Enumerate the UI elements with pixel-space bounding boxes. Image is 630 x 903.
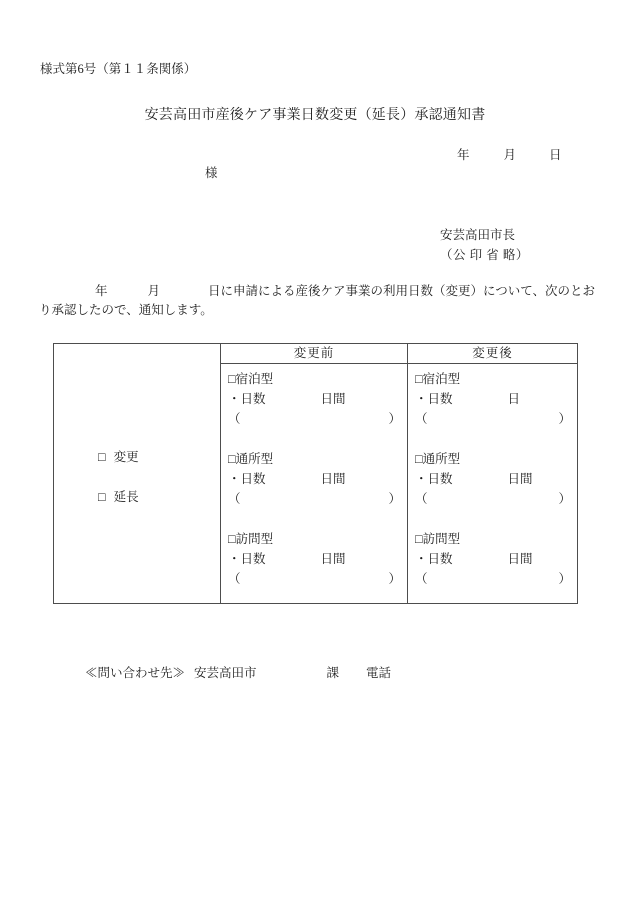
after-overnight-type xyxy=(415,369,571,389)
contact-city: 安芸高田市 xyxy=(194,666,257,680)
date-year-label: 年 xyxy=(457,148,470,162)
checkbox-icon: □ xyxy=(228,452,236,466)
before-overnight-type xyxy=(228,369,401,389)
before-visit-days xyxy=(228,549,401,569)
after-overnight-days xyxy=(415,389,571,409)
addressee-suffix: 様 xyxy=(205,166,218,180)
type-label: 通所型 xyxy=(235,452,274,466)
type-label: 通所型 xyxy=(422,452,461,466)
body-paragraph-line1 xyxy=(95,284,595,299)
days-unit: 日間 xyxy=(507,552,533,566)
contact-label: ≪問い合わせ先≫ xyxy=(85,666,186,680)
checkbox-icon: □ xyxy=(415,452,423,466)
before-header: 変更前 xyxy=(221,344,407,364)
application-month-label: 月 xyxy=(147,284,161,298)
paren-close: ） xyxy=(558,412,571,426)
type-label: 宿泊型 xyxy=(235,372,274,386)
after-cell xyxy=(408,364,577,589)
paren-open: （ xyxy=(228,412,241,426)
before-visit-type xyxy=(228,529,401,549)
paren-open: （ xyxy=(228,572,241,586)
option-extend xyxy=(98,487,139,505)
option-change xyxy=(98,447,139,465)
before-cell xyxy=(221,364,407,589)
after-visit-days xyxy=(415,549,571,569)
issue-date-line xyxy=(457,148,562,163)
checkbox-icon: □ xyxy=(415,532,423,546)
before-overnight-note xyxy=(228,409,401,429)
paren-close: ） xyxy=(388,572,401,586)
after-overnight-note xyxy=(415,409,571,429)
date-day-label: 日 xyxy=(549,148,562,162)
type-label: 宿泊型 xyxy=(422,372,461,386)
days-label: ・日数 xyxy=(228,392,266,406)
type-label: 訪問型 xyxy=(422,532,461,546)
form-number: 様式第6号（第１１条関係） xyxy=(40,62,197,76)
paragraph-text: 日に申請による産後ケア事業の利用日数（変更）について、次のとお xyxy=(208,284,596,298)
before-column xyxy=(221,344,408,603)
days-label: ・日数 xyxy=(228,472,266,486)
days-unit: 日間 xyxy=(320,392,346,406)
paren-close: ） xyxy=(558,492,571,506)
after-header: 変更後 xyxy=(408,344,577,364)
sender-block xyxy=(440,225,529,265)
paren-open: （ xyxy=(415,572,428,586)
after-daycare-note xyxy=(415,489,571,509)
after-visit-note xyxy=(415,569,571,589)
document-title: 安芸高田市産後ケア事業日数変更（延長）承認通知書 xyxy=(144,108,486,123)
paren-open: （ xyxy=(415,412,428,426)
sender-name: 安芸高田市長 xyxy=(440,228,516,242)
days-label: ・日数 xyxy=(228,552,266,566)
option-column xyxy=(54,344,221,603)
before-overnight-days xyxy=(228,389,401,409)
paren-open: （ xyxy=(415,492,428,506)
days-unit: 日間 xyxy=(507,472,533,486)
paren-close: ） xyxy=(388,492,401,506)
days-label: ・日数 xyxy=(415,392,453,406)
days-unit: 日間 xyxy=(320,552,346,566)
type-label: 訪問型 xyxy=(235,532,274,546)
option-change-label: 変更 xyxy=(113,450,139,464)
before-daycare-days xyxy=(228,469,401,489)
paren-close: ） xyxy=(558,572,571,586)
checkbox-icon: □ xyxy=(415,372,423,386)
checkbox-icon: □ xyxy=(228,532,236,546)
before-visit-note xyxy=(228,569,401,589)
contact-division-label: 課 xyxy=(326,666,340,680)
checkbox-icon: □ xyxy=(228,372,236,386)
date-month-label: 月 xyxy=(503,148,517,162)
after-column xyxy=(408,344,577,603)
paren-open: （ xyxy=(228,492,241,506)
after-visit-type xyxy=(415,529,571,549)
before-daycare-note xyxy=(228,489,401,509)
days-label: ・日数 xyxy=(415,552,453,566)
seal-omitted-note: （公 印 省 略） xyxy=(440,248,529,262)
days-unit: 日間 xyxy=(320,472,346,486)
checkbox-icon: □ xyxy=(98,450,106,464)
after-daycare-days xyxy=(415,469,571,489)
after-daycare-type xyxy=(415,449,571,469)
paren-close: ） xyxy=(388,412,401,426)
contact-phone-label: 電話 xyxy=(366,666,392,680)
contact-footer xyxy=(85,666,391,681)
option-extend-label: 延長 xyxy=(113,490,139,504)
days-change-table xyxy=(53,343,578,604)
application-year-label: 年 xyxy=(95,284,108,298)
days-unit: 日 xyxy=(507,392,521,406)
body-paragraph-line2: り承認したので、通知します。 xyxy=(39,303,213,317)
before-daycare-type xyxy=(228,449,401,469)
days-label: ・日数 xyxy=(415,472,453,486)
checkbox-icon: □ xyxy=(98,490,106,504)
